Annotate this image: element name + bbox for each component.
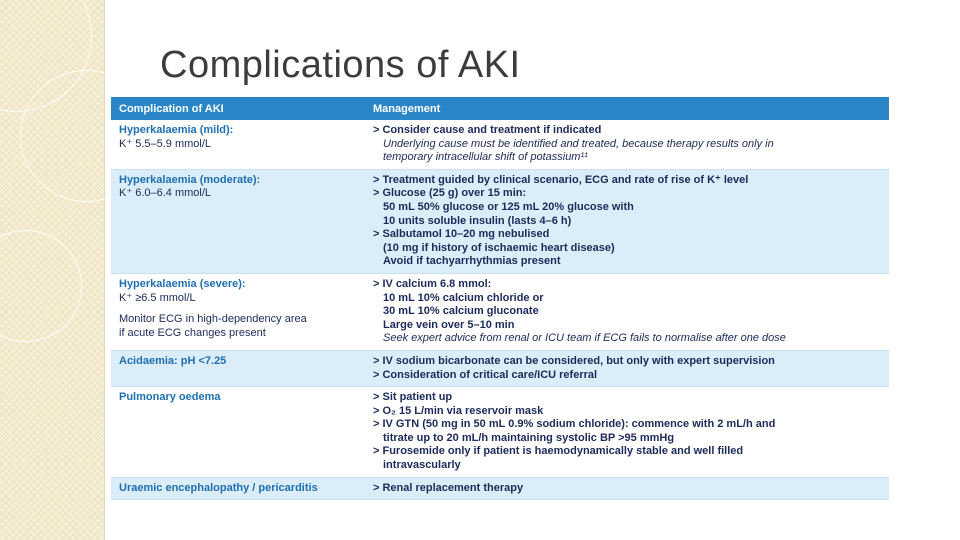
complication-line: Uraemic encephalopathy / pericarditis — [119, 481, 318, 494]
table-row — [111, 477, 889, 500]
header-management: Management — [365, 97, 889, 120]
management-line: > IV sodium bicarbonate can be considered, but only with expert supervision — [373, 354, 775, 367]
management-line: > Treatment guided by clinical scenario, ECG and rate of rise of K⁺ level — [373, 173, 749, 186]
management-line: Underlying cause must be identified and treated, because therapy results only in — [383, 137, 774, 150]
management-line: Large vein over 5–10 min — [383, 318, 515, 331]
complication-cell — [111, 169, 365, 273]
management-line: > Furosemide only if patient is haemodynamically stable and well filled — [373, 445, 744, 458]
management-line: 10 units soluble insulin (lasts 4–6 h) — [383, 214, 572, 227]
management-line: Seek expert advice from renal or ICU team if ECG fails to normalise after one dose — [383, 332, 786, 345]
management-line: > Glucose (25 g) over 15 min: — [373, 187, 527, 200]
management-line: > Renal replacement therapy — [373, 481, 524, 494]
management-line: > O₂ 15 L/min via reservoir mask — [373, 404, 544, 417]
complication-line: if acute ECG changes present — [119, 326, 266, 339]
complication-line: Pulmonary oedema — [119, 391, 221, 404]
complication-line: Monitor ECG in high-dependency area — [119, 313, 307, 326]
management-cell — [365, 350, 889, 386]
management-line: > Consider cause and treatment if indicated — [373, 124, 602, 136]
management-line: > Consideration of critical care/ICU referral — [373, 368, 598, 381]
management-line: > IV GTN (50 mg in 50 mL 0.9% sodium chloride): commence with 2 mL/h and — [373, 418, 776, 431]
management-line: > IV calcium 6.8 mmol: — [373, 277, 492, 290]
table-row — [111, 169, 889, 273]
complication-cell — [111, 477, 365, 500]
management-cell — [365, 387, 889, 478]
management-line: 50 mL 50% glucose or 125 mL 20% glucose with — [383, 200, 634, 213]
table-row — [111, 273, 889, 350]
header-complication: Complication of AKI — [111, 97, 365, 120]
complication-line: Hyperkalaemia (severe): — [119, 277, 246, 290]
slide-title: Complications of AKI — [160, 44, 521, 86]
table-row — [111, 387, 889, 478]
management-line: titrate up to 20 mL/h maintaining systolic BP >95 mmHg — [383, 431, 675, 444]
complication-line: Acidaemia: pH <7.25 — [119, 354, 227, 367]
decorative-arc — [0, 230, 82, 342]
spacer — [119, 305, 361, 313]
management-cell — [365, 477, 889, 500]
management-cell — [365, 120, 889, 169]
decorative-side-panel — [0, 0, 105, 540]
aki-complications-table — [111, 97, 889, 500]
management-line: > Sit patient up — [373, 391, 453, 404]
complication-line: Hyperkalaemia (mild): — [119, 124, 234, 136]
management-line: 10 mL 10% calcium chloride or — [383, 291, 544, 304]
complication-cell — [111, 387, 365, 478]
management-line: (10 mg if history of ischaemic heart disease) — [383, 241, 615, 254]
management-cell — [365, 169, 889, 273]
complication-cell — [111, 120, 365, 169]
table-row — [111, 120, 889, 169]
management-line: intravascularly — [383, 459, 461, 472]
table-row — [111, 350, 889, 386]
management-line: > Salbutamol 10–20 mg nebulised — [373, 228, 550, 241]
management-line: temporary intracellular shift of potassium¹¹ — [383, 151, 588, 164]
complication-line: Hyperkalaemia (moderate): — [119, 173, 261, 186]
management-cell — [365, 273, 889, 350]
complication-cell — [111, 273, 365, 350]
complication-line: K⁺ ≥6.5 mmol/L — [119, 291, 196, 304]
table-header-row — [111, 97, 889, 120]
complication-line: K⁺ 5.5–5.9 mmol/L — [119, 137, 212, 150]
management-line: Avoid if tachyarrhythmias present — [383, 255, 561, 268]
complication-cell — [111, 350, 365, 386]
complication-line: K⁺ 6.0–6.4 mmol/L — [119, 187, 212, 200]
management-line: 30 mL 10% calcium gluconate — [383, 305, 539, 318]
